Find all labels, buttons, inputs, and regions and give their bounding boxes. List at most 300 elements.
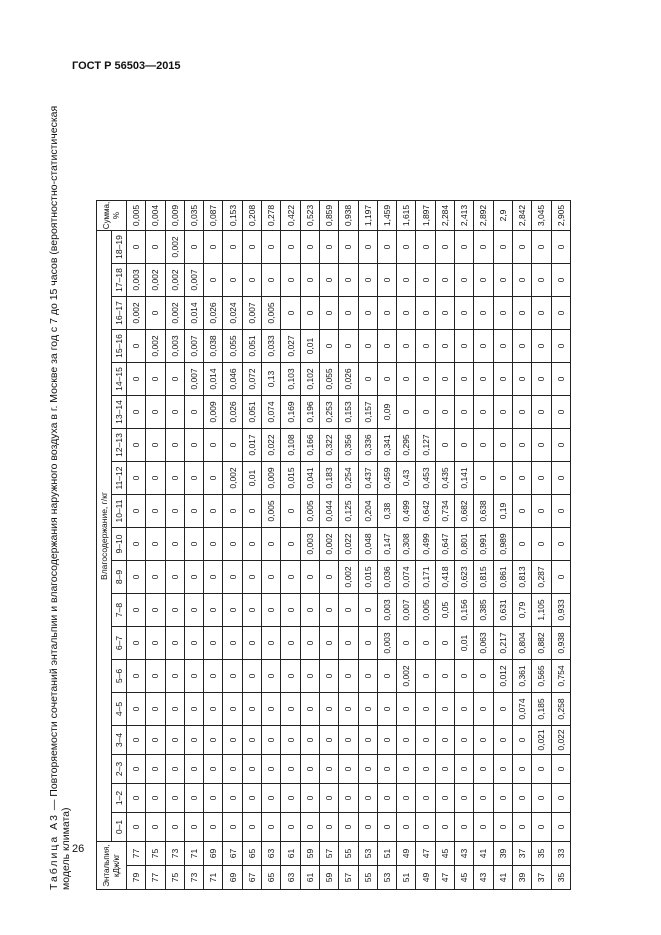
value-cell: 0: [358, 813, 377, 842]
value-cell: 0: [532, 784, 551, 813]
value-cell: 0,437: [358, 462, 377, 495]
value-cell: 0: [551, 755, 570, 784]
value-cell: 0,196: [300, 396, 319, 429]
enthalpy-to-cell: 69: [204, 842, 223, 866]
value-cell: 0: [146, 755, 165, 784]
value-cell: 0: [377, 330, 396, 363]
value-cell: 0: [512, 784, 531, 813]
value-cell: 0: [493, 330, 512, 363]
value-cell: 0: [551, 495, 570, 528]
table-row: [262, 201, 281, 890]
value-cell: 0: [339, 231, 358, 264]
value-cell: 0,734: [435, 495, 454, 528]
value-cell: 0: [397, 297, 416, 330]
value-cell: 0,063: [474, 627, 493, 660]
value-cell: 0: [223, 495, 242, 528]
value-cell: 0: [474, 462, 493, 495]
value-cell: 0,295: [397, 429, 416, 462]
value-cell: 0,258: [551, 693, 570, 726]
value-cell: 0,009: [204, 396, 223, 429]
value-cell: 0,19: [493, 495, 512, 528]
value-cell: 0: [184, 528, 203, 561]
moisture-bin-header: 1–2: [112, 784, 127, 813]
value-cell: 0: [165, 784, 184, 813]
value-cell: 0: [474, 726, 493, 755]
value-cell: 0: [455, 231, 474, 264]
value-cell: 0: [435, 784, 454, 813]
sum-cell: 0,087: [204, 201, 223, 231]
enthalpy-to-cell: 59: [300, 842, 319, 866]
value-cell: 1,105: [532, 594, 551, 627]
value-cell: 0: [397, 627, 416, 660]
enthalpy-from-cell: 61: [300, 866, 319, 890]
table-row: [416, 201, 435, 890]
value-cell: 0: [262, 813, 281, 842]
value-cell: 0: [165, 627, 184, 660]
value-cell: 0: [377, 363, 396, 396]
value-cell: 0,036: [377, 561, 396, 594]
value-cell: 0: [127, 528, 146, 561]
value-cell: 0,021: [532, 726, 551, 755]
value-cell: 0,048: [358, 528, 377, 561]
value-cell: 0: [127, 755, 146, 784]
value-cell: 0,623: [455, 561, 474, 594]
value-cell: 0: [455, 693, 474, 726]
value-cell: 0,631: [493, 594, 512, 627]
value-cell: 0,815: [474, 561, 493, 594]
value-cell: 0: [165, 561, 184, 594]
value-cell: 0: [204, 462, 223, 495]
enthalpy-from-cell: 67: [242, 866, 261, 890]
value-cell: 0: [223, 429, 242, 462]
moisture-bin-header: 17–18: [112, 264, 127, 297]
value-cell: 0: [223, 755, 242, 784]
value-cell: 0: [300, 726, 319, 755]
value-cell: 0: [242, 528, 261, 561]
value-cell: 0: [262, 784, 281, 813]
enthalpy-to-cell: 75: [146, 842, 165, 866]
value-cell: 0: [127, 231, 146, 264]
value-cell: 0: [339, 330, 358, 363]
value-cell: 0,044: [319, 495, 338, 528]
enthalpy-from-cell: 41: [493, 866, 512, 890]
value-cell: 0,003: [300, 528, 319, 561]
table-row: [242, 201, 261, 890]
value-cell: 0: [532, 363, 551, 396]
value-cell: 0: [512, 297, 531, 330]
value-cell: 0: [377, 660, 396, 693]
value-cell: 0: [358, 363, 377, 396]
enthalpy-to-cell: 37: [512, 842, 531, 866]
value-cell: 0: [416, 726, 435, 755]
value-cell: 0: [512, 813, 531, 842]
value-cell: 0: [127, 462, 146, 495]
value-cell: 0: [242, 660, 261, 693]
value-cell: 0,074: [397, 561, 416, 594]
value-cell: 0: [512, 429, 531, 462]
value-cell: 0: [204, 264, 223, 297]
table-row: [397, 201, 416, 890]
value-cell: 0: [339, 755, 358, 784]
value-cell: 0,459: [377, 462, 396, 495]
value-cell: 0: [358, 755, 377, 784]
value-cell: 0,453: [416, 462, 435, 495]
value-cell: 0,002: [146, 330, 165, 363]
value-cell: 0,002: [339, 561, 358, 594]
value-cell: 0: [416, 693, 435, 726]
value-cell: 0,642: [416, 495, 435, 528]
enthalpy-from-cell: 45: [455, 866, 474, 890]
value-cell: 0: [416, 755, 435, 784]
value-cell: 0: [377, 264, 396, 297]
value-cell: 0: [532, 813, 551, 842]
enthalpy-moisture-table: [96, 200, 571, 890]
sum-cell: 1,615: [397, 201, 416, 231]
value-cell: 0: [184, 813, 203, 842]
enthalpy-from-cell: 37: [532, 866, 551, 890]
value-cell: 0: [204, 660, 223, 693]
value-cell: 0: [223, 264, 242, 297]
value-cell: 0: [127, 495, 146, 528]
value-cell: 0: [146, 693, 165, 726]
value-cell: 0,005: [300, 495, 319, 528]
value-cell: 0,322: [319, 429, 338, 462]
value-cell: 0: [223, 693, 242, 726]
value-cell: 0: [551, 231, 570, 264]
value-cell: 0: [184, 594, 203, 627]
value-cell: 0: [397, 693, 416, 726]
value-cell: 0: [242, 561, 261, 594]
value-cell: 0,074: [262, 396, 281, 429]
table-row: [319, 201, 338, 890]
value-cell: 0: [397, 231, 416, 264]
value-cell: 0: [532, 231, 551, 264]
value-cell: 0,002: [397, 660, 416, 693]
value-cell: 0: [435, 726, 454, 755]
value-cell: 0: [262, 264, 281, 297]
value-cell: 0: [146, 231, 165, 264]
value-cell: 0: [474, 693, 493, 726]
value-cell: 0,015: [281, 462, 300, 495]
value-cell: 0: [127, 330, 146, 363]
value-cell: 0,254: [339, 462, 358, 495]
value-cell: 0: [435, 429, 454, 462]
value-cell: 0,046: [223, 363, 242, 396]
value-cell: 0: [551, 462, 570, 495]
enthalpy-from-cell: 35: [551, 866, 570, 890]
value-cell: 0: [358, 627, 377, 660]
table-body: [127, 201, 571, 890]
table-row: [204, 201, 223, 890]
value-cell: 0,361: [512, 660, 531, 693]
value-cell: 0: [146, 363, 165, 396]
value-cell: 0: [127, 693, 146, 726]
value-cell: 0,43: [397, 462, 416, 495]
value-cell: 0: [204, 231, 223, 264]
value-cell: 0: [358, 231, 377, 264]
value-cell: 0: [512, 363, 531, 396]
value-cell: 0: [223, 528, 242, 561]
value-cell: 0: [300, 660, 319, 693]
moisture-bin-header: 16–17: [112, 297, 127, 330]
value-cell: 0,002: [165, 297, 184, 330]
caption-text: — Повторяемости сочетаний энтальпии и влагосодержания наружного воздуха в г. Москве за год с 7 до 15 часов (вероятностно-статистическая модель климата): [48, 105, 72, 890]
value-cell: 0,127: [416, 429, 435, 462]
value-cell: 0: [262, 726, 281, 755]
value-cell: 0: [474, 784, 493, 813]
value-cell: 0: [377, 755, 396, 784]
enthalpy-to-cell: 55: [339, 842, 358, 866]
value-cell: 0: [551, 264, 570, 297]
value-cell: 0,09: [377, 396, 396, 429]
value-cell: 0,169: [281, 396, 300, 429]
value-cell: 0,341: [377, 429, 396, 462]
enthalpy-from-cell: 77: [146, 866, 165, 890]
value-cell: 0: [184, 784, 203, 813]
value-cell: 0: [435, 660, 454, 693]
value-cell: 0,014: [184, 297, 203, 330]
value-cell: 0,156: [455, 594, 474, 627]
value-cell: 0: [184, 396, 203, 429]
value-cell: 0: [435, 231, 454, 264]
enthalpy-to-cell: 73: [165, 842, 184, 866]
value-cell: 0: [223, 726, 242, 755]
value-cell: 0: [358, 594, 377, 627]
value-cell: 0,103: [281, 363, 300, 396]
value-cell: 0: [455, 264, 474, 297]
table-row: [474, 201, 493, 890]
value-cell: 0: [319, 660, 338, 693]
value-cell: 0,882: [532, 627, 551, 660]
value-cell: 0,003: [377, 627, 396, 660]
value-cell: 0: [204, 813, 223, 842]
value-cell: 0: [204, 429, 223, 462]
value-cell: 0,055: [223, 330, 242, 363]
value-cell: 0,027: [281, 330, 300, 363]
value-cell: 0: [319, 813, 338, 842]
value-cell: 0,005: [416, 594, 435, 627]
enthalpy-to-cell: 39: [493, 842, 512, 866]
value-cell: 0: [165, 396, 184, 429]
value-cell: 0: [493, 231, 512, 264]
value-cell: 0: [242, 755, 261, 784]
value-cell: 0: [512, 396, 531, 429]
value-cell: 0: [127, 429, 146, 462]
value-cell: 0: [204, 784, 223, 813]
value-cell: 0,022: [551, 726, 570, 755]
value-cell: 0: [223, 660, 242, 693]
value-cell: 0: [435, 693, 454, 726]
value-cell: 0: [127, 561, 146, 594]
value-cell: 0: [416, 784, 435, 813]
value-cell: 0: [435, 396, 454, 429]
value-cell: 0,861: [493, 561, 512, 594]
value-cell: 0,499: [416, 528, 435, 561]
moisture-bin-header: 18–19: [112, 231, 127, 264]
value-cell: 0: [165, 528, 184, 561]
value-cell: 0: [319, 627, 338, 660]
value-cell: 0: [165, 462, 184, 495]
value-cell: 0: [165, 755, 184, 784]
value-cell: 0,418: [435, 561, 454, 594]
enthalpy-from-cell: 39: [512, 866, 531, 890]
value-cell: 0: [339, 813, 358, 842]
caption-label: Таблица А3: [48, 813, 60, 890]
value-cell: 0: [184, 726, 203, 755]
table-head: [97, 201, 127, 890]
value-cell: 0,102: [300, 363, 319, 396]
enthalpy-from-cell: 47: [435, 866, 454, 890]
moisture-bin-header: 3–4: [112, 726, 127, 755]
enthalpy-from-cell: 75: [165, 866, 184, 890]
value-cell: 0,002: [223, 462, 242, 495]
enthalpy-to-cell: 63: [262, 842, 281, 866]
moisture-bin-header: 4–5: [112, 693, 127, 726]
value-cell: 0: [397, 755, 416, 784]
sum-cell: 0,005: [127, 201, 146, 231]
rotated-table-block: [48, 80, 618, 890]
value-cell: 0: [184, 231, 203, 264]
value-cell: 0: [165, 693, 184, 726]
document-header: ГОСТ Р 56503—2015: [72, 60, 181, 72]
value-cell: 0: [146, 462, 165, 495]
value-cell: 0: [416, 813, 435, 842]
value-cell: 0,026: [339, 363, 358, 396]
value-cell: 0: [416, 363, 435, 396]
sum-cell: 2,892: [474, 201, 493, 231]
value-cell: 0: [262, 231, 281, 264]
value-cell: 0: [339, 264, 358, 297]
moisture-bin-header: 2–3: [112, 755, 127, 784]
value-cell: 0: [242, 594, 261, 627]
value-cell: 0: [455, 330, 474, 363]
table-row: [551, 201, 570, 890]
sum-cell: 2,9: [493, 201, 512, 231]
value-cell: 0: [532, 495, 551, 528]
sum-cell: 0,009: [165, 201, 184, 231]
value-cell: 0: [300, 784, 319, 813]
value-cell: 0: [339, 726, 358, 755]
value-cell: 0,157: [358, 396, 377, 429]
value-cell: 0: [319, 297, 338, 330]
enthalpy-to-cell: 33: [551, 842, 570, 866]
value-cell: 0: [223, 594, 242, 627]
enthalpy-from-cell: 57: [339, 866, 358, 890]
value-cell: 0,002: [127, 297, 146, 330]
value-cell: 0: [551, 784, 570, 813]
table-row: [223, 201, 242, 890]
sum-cell: 0,035: [184, 201, 203, 231]
value-cell: 0,682: [455, 495, 474, 528]
value-cell: 0: [204, 495, 223, 528]
value-cell: 0: [127, 784, 146, 813]
enthalpy-from-cell: 43: [474, 866, 493, 890]
value-cell: 0: [300, 693, 319, 726]
value-cell: 0: [242, 726, 261, 755]
value-cell: 0: [281, 693, 300, 726]
sum-cell: 0,278: [262, 201, 281, 231]
value-cell: 0: [204, 528, 223, 561]
value-cell: 0,01: [455, 627, 474, 660]
value-cell: 0: [319, 693, 338, 726]
value-cell: 0,003: [127, 264, 146, 297]
value-cell: 0: [455, 297, 474, 330]
value-cell: 0: [300, 264, 319, 297]
value-cell: 0: [127, 594, 146, 627]
value-cell: 0,647: [435, 528, 454, 561]
value-cell: 0: [377, 784, 396, 813]
value-cell: 0,033: [262, 330, 281, 363]
table-row: [512, 201, 531, 890]
value-cell: 0,287: [532, 561, 551, 594]
moisture-bin-header: 12–13: [112, 429, 127, 462]
value-cell: 0: [551, 330, 570, 363]
value-cell: 0: [184, 660, 203, 693]
value-cell: 0: [165, 813, 184, 842]
value-cell: 0: [223, 561, 242, 594]
value-cell: 0: [281, 726, 300, 755]
value-cell: 0: [146, 594, 165, 627]
sum-cell: 3,045: [532, 201, 551, 231]
value-cell: 0: [165, 726, 184, 755]
value-cell: 0: [223, 813, 242, 842]
value-cell: 0: [242, 495, 261, 528]
enthalpy-from-cell: 63: [281, 866, 300, 890]
value-cell: 0: [204, 627, 223, 660]
value-cell: 0: [262, 528, 281, 561]
value-cell: 0,79: [512, 594, 531, 627]
value-cell: 0: [358, 784, 377, 813]
value-cell: 0: [146, 528, 165, 561]
value-cell: 0,801: [455, 528, 474, 561]
value-cell: 0: [532, 330, 551, 363]
enthalpy-from-cell: 79: [127, 866, 146, 890]
sum-cell: 0,422: [281, 201, 300, 231]
value-cell: 0: [242, 813, 261, 842]
value-cell: 0: [455, 396, 474, 429]
value-cell: 0: [204, 755, 223, 784]
value-cell: 0: [416, 231, 435, 264]
value-cell: 0: [262, 693, 281, 726]
moisture-bin-header: 7–8: [112, 594, 127, 627]
value-cell: 0: [455, 784, 474, 813]
value-cell: 0: [281, 755, 300, 784]
value-cell: 0: [146, 784, 165, 813]
value-cell: 0,022: [262, 429, 281, 462]
value-cell: 0: [281, 561, 300, 594]
value-cell: 0: [358, 264, 377, 297]
value-cell: 0: [532, 528, 551, 561]
table-row: [281, 201, 300, 890]
value-cell: 0,005: [262, 495, 281, 528]
value-cell: 0: [127, 396, 146, 429]
value-cell: 0: [512, 231, 531, 264]
value-cell: 0: [512, 755, 531, 784]
enthalpy-to-cell: 67: [223, 842, 242, 866]
table-row: [435, 201, 454, 890]
value-cell: 0: [474, 231, 493, 264]
enthalpy-header: Энтальпия, кДж/кг: [97, 842, 127, 890]
sum-cell: 0,523: [300, 201, 319, 231]
enthalpy-from-cell: 69: [223, 866, 242, 890]
value-cell: 0: [319, 755, 338, 784]
value-cell: 0: [165, 363, 184, 396]
value-cell: 0,01: [242, 462, 261, 495]
table-row: [127, 201, 146, 890]
value-cell: 0: [512, 528, 531, 561]
value-cell: 0: [281, 264, 300, 297]
value-cell: 0: [358, 330, 377, 363]
